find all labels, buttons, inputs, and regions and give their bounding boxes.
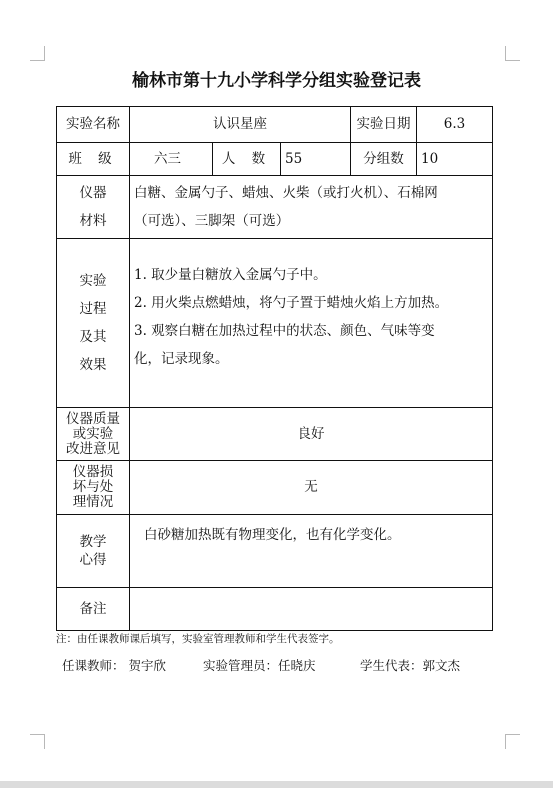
materials-label-line: 仪器	[79, 185, 107, 201]
group-count-label: 分组数	[351, 143, 417, 176]
teacher-signature: 任课教师： 贺宇欣	[62, 658, 166, 673]
damage-label-line: 理情况	[72, 494, 114, 510]
materials-label-line: 材料	[79, 213, 107, 229]
materials-label	[56, 176, 130, 239]
materials-value	[130, 176, 493, 239]
quality-label	[56, 408, 130, 461]
damage-value: 无	[130, 461, 493, 515]
damage-label-line: 仪器损	[72, 464, 114, 480]
process-label-line: 效果	[79, 357, 107, 373]
experiment-date-value: 6.3	[417, 106, 493, 143]
experiment-date-label: 实验日期	[351, 106, 417, 143]
document-title: 榆林市第十九小学科学分组实验登记表	[132, 71, 421, 91]
page-corner-mark	[30, 734, 45, 749]
quality-label-line: 仪器质量	[66, 410, 120, 427]
quality-label-line: 或实验	[72, 425, 114, 442]
footnote: 注：由任课教师课后填写，实验室管理教师和学生代表签字。	[56, 633, 340, 645]
experiment-name-label: 实验名称	[56, 106, 130, 143]
experiment-name-value: 认识星座	[130, 106, 351, 143]
reflection-label-line: 教学	[79, 534, 107, 550]
reflection-label	[56, 515, 130, 588]
damage-label	[56, 461, 130, 515]
reflection-value: 白砂糖加热既有物理变化，也有化学变化。	[130, 515, 493, 588]
reflection-label-line: 心得	[79, 552, 107, 568]
student-count-value: 55	[281, 143, 351, 176]
process-step: 2. 用火柴点燃蜡烛，将勺子置于蜡烛火焰上方加热。	[134, 295, 449, 311]
student-count-label: 人 数	[213, 143, 281, 176]
class-value: 六三	[130, 143, 213, 176]
process-step: 1. 取少量白糖放入金属勺子中。	[134, 267, 327, 283]
process-step: 3. 观察白糖在加热过程中的状态、颜色、气味等变	[134, 323, 435, 339]
page-corner-mark	[505, 734, 520, 749]
group-count-value: 10	[417, 143, 493, 176]
process-step: 化，记录现象。	[134, 351, 229, 367]
remarks-label: 备注	[56, 588, 130, 631]
remarks-value	[130, 588, 493, 631]
process-value	[130, 239, 493, 408]
class-label: 班 级	[56, 143, 130, 176]
process-label-line: 过程	[79, 301, 107, 317]
student-representative-signature: 学生代表：郭文杰	[360, 658, 461, 673]
materials-line: （可选）、三脚架（可选）	[134, 213, 290, 229]
materials-line: 白糖、金属勺子、蜡烛、火柴（或打火机）、石棉网	[134, 185, 438, 201]
page-corner-mark	[30, 46, 45, 61]
damage-label-line: 坏与处	[72, 479, 114, 495]
process-label-line: 及其	[79, 329, 107, 345]
process-label	[56, 239, 130, 408]
quality-value: 良好	[130, 408, 493, 461]
lab-manager-signature: 实验管理员：任晓庆	[203, 658, 316, 673]
quality-label-line: 改进意见	[66, 440, 120, 457]
page-bottom-edge	[0, 781, 553, 788]
process-steps	[134, 261, 488, 373]
page-corner-mark	[505, 46, 520, 61]
process-label-line: 实验	[79, 273, 107, 289]
